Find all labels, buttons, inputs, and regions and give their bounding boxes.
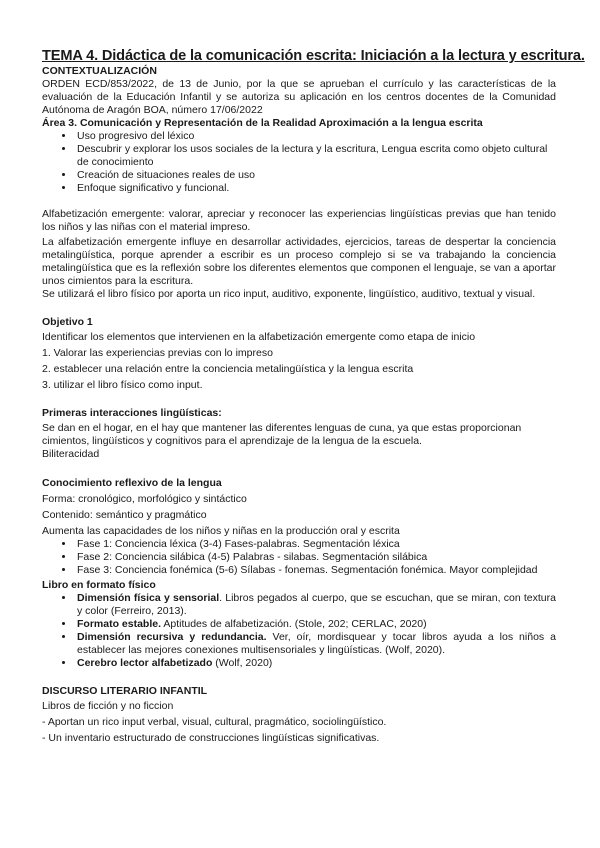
- spacer: [42, 670, 556, 683]
- libro-list: [42, 592, 556, 670]
- biliteracidad-text: Biliteracidad: [42, 448, 100, 460]
- list-item: • Enfoque significativo y funcional.: [75, 182, 556, 195]
- interacciones-heading: Primeras interacciones lingüísticas:: [42, 407, 222, 419]
- area-bullet-list: [42, 130, 556, 195]
- conocimiento-heading: Conocimiento reflexivo de la lengua: [42, 477, 222, 489]
- spacer: [42, 461, 556, 474]
- alfabetizacion-paragraph-2: La alfabetización emergente influye en desarrollar actividades, ejercicios, tareas de despertar la conciencia metalingüística, porque aprender a escribir es un proceso complejo si se va trabajando la conciencia metalingüística que es la reflexión sobre los diferentes elementos que componen el lenguaje, se van a aportar unos cimientos para la escritura.: [42, 236, 556, 287]
- document-page: [42, 48, 585, 745]
- aumenta-line: Aumenta las capacidades de los niños y niñas en la producción oral y escrita: [42, 525, 400, 537]
- discurso-heading: DISCURSO LITERARIO INFANTIL: [42, 685, 208, 697]
- section-heading-contextualizacion: CONTEXTUALIZACIÓN: [42, 65, 157, 77]
- spacer: [42, 301, 556, 314]
- item-bold: Dimensión recursiva y redundancia.: [77, 631, 267, 643]
- list-item: [75, 657, 556, 670]
- item-bold: Formato estable.: [77, 618, 162, 630]
- spacer: [42, 392, 556, 405]
- item-text: Ver, oír, mordisquear y tocar libros ayuda a los niños a establecer las mejores conexiones multisensoriales y lingüísticas. (Wolf, 2020).: [77, 631, 556, 656]
- objetivo-item: 1. Valorar las experiencias previas con lo impreso: [42, 347, 273, 359]
- alfabetizacion-paragraph-3: Se utilizará el libro físico por aporta un rico input, auditivo, exponente, lingüístico, auditivo, textual y visual.: [42, 288, 536, 300]
- interacciones-paragraph: Se dan en el hogar, en el hay que mantener las diferentes lenguas de cuna, ya que estas proporcionan cimientos, lingüísticos y cognitivos para el aprendizaje de la lengua de la escuela.: [42, 422, 522, 447]
- list-item: • Descubrir y explorar los usos sociales de la lectura y la escritura, Lengua escrita como objeto cultural de conocimiento: [75, 143, 556, 169]
- item-text: Aptitudes de alfabetización. (Stole, 202; CERLAC, 2020): [161, 618, 427, 630]
- objetivo-heading: Objetivo 1: [42, 316, 93, 328]
- objetivo-item: 3. utilizar el libro físico como input.: [42, 379, 203, 391]
- forma-line: Forma: cronológico, morfológico y sintáctico: [42, 493, 247, 505]
- discurso-line: - Aportan un rico input verbal, visual, cultural, pragmático, sociolingüístico.: [42, 716, 387, 728]
- item-text: . Libros pegados al cuerpo, que se escuchan, que se miran, con textura y color (Ferreiro, 2013).: [77, 592, 556, 617]
- fases-list: [42, 538, 556, 577]
- objetivo-intro: Identificar los elementos que intervienen en la alfabetización emergente como etapa de inicio: [42, 331, 476, 343]
- list-item: • Fase 1: Conciencia léxica (3-4) Fases-palabras. Segmentación léxica: [75, 538, 556, 551]
- list-item: • Creación de situaciones reales de uso: [75, 169, 556, 182]
- list-item: [75, 618, 556, 631]
- alfabetizacion-paragraph-1: Alfabetización emergente: valorar, apreciar y reconocer las experiencias lingüísticas previas que han tenido los niños y las niñas con el material impreso.: [42, 208, 556, 233]
- discurso-line: Libros de ficción y no ficcion: [42, 700, 174, 712]
- contenido-line: Contenido: semántico y pragmático: [42, 509, 207, 521]
- list-item: [75, 631, 556, 657]
- libro-heading: Libro en formato físico: [42, 579, 156, 591]
- list-item: • Fase 3: Conciencia fonémica (5-6) Sílabas - fonemas. Segmentación fonémica. Mayor complejidad: [75, 564, 556, 577]
- objetivo-item: 2. establecer una relación entre la conciencia metalingüística y la lengua escrita: [42, 363, 414, 375]
- list-item: [75, 592, 556, 618]
- document-title: TEMA 4. Didáctica de la comunicación escrita: Iniciación a la lectura y escritura.: [42, 48, 585, 64]
- item-bold: Dimensión física y sensorial: [77, 592, 220, 604]
- list-item: • Fase 2: Conciencia silábica (4-5) Palabras - silabas. Segmentación silábica: [75, 551, 556, 564]
- item-text: (Wolf, 2020): [212, 657, 273, 669]
- spacer: [42, 195, 556, 208]
- list-item: • Uso progresivo del léxico: [75, 130, 556, 143]
- discurso-line: - Un inventario estructurado de construcciones lingüísticas significativas.: [42, 732, 380, 744]
- item-bold: Cerebro lector alfabetizado: [77, 657, 213, 669]
- orden-paragraph: ORDEN ECD/853/2022, de 13 de Junio, por la que se aprueban el currículo y las características de la evaluación de la Educación Infantil y se autoriza su aplicación en los centros docentes de la Comunidad Autónoma de Aragón BOA, número 17/06/2022: [42, 78, 556, 116]
- area-heading: Área 3. Comunicación y Representación de la Realidad Aproximación a la lengua escrita: [42, 117, 483, 129]
